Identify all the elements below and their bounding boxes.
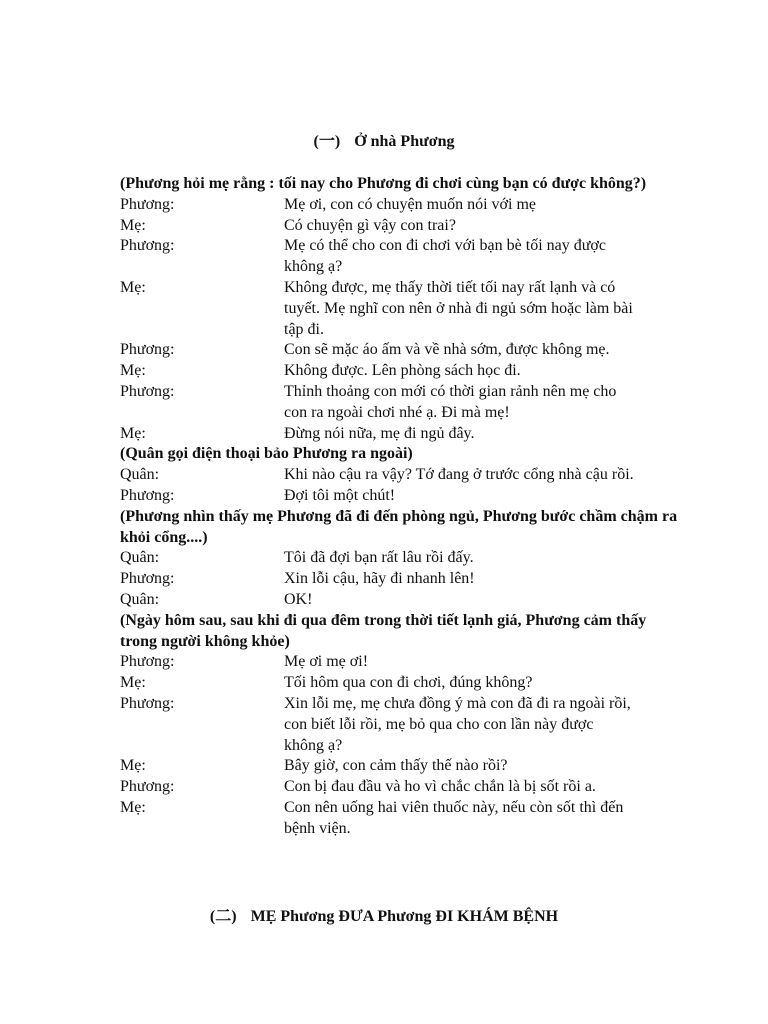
dialogue-text: Bây giờ, con cảm thấy thế nào rồi? [284, 757, 508, 775]
speaker-label: Mẹ: [120, 757, 146, 775]
dialogue-line [120, 195, 680, 216]
dialogue-block [120, 174, 680, 840]
speaker-label: Quân: [120, 466, 160, 484]
speaker-label: Mẹ: [120, 424, 146, 442]
dialogue-text: Đợi tôi một chút! [284, 486, 396, 504]
section-title-1: Ở nhà Phương [354, 133, 455, 150]
dialogue-line [120, 777, 680, 798]
dialogue-line [120, 465, 680, 486]
dialogue-line [120, 756, 680, 777]
stage-direction: (Phương nhìn thấy mẹ Phương đã đi đến phòng ngủ, Phương bước chầm chậm ra khỏi cổng....) [120, 507, 678, 546]
speaker-label: Phương: [120, 486, 175, 504]
dialogue-text: OK! [284, 590, 313, 608]
dialogue-text: Xin lỗi mẹ, mẹ chưa đồng ý mà con đã đi ra ngoài rồi, con biết lỗi rồi, mẹ bỏ qua cho con lần này được không ạ? [284, 694, 631, 754]
dialogue-text: Không được. Lên phòng sách học đi. [284, 362, 521, 380]
dialogue-line [120, 278, 680, 340]
speaker-label: Phương: [120, 341, 175, 359]
speaker-label: Phương: [120, 382, 175, 400]
dialogue-line [120, 798, 680, 840]
dialogue-text: Con bị đau đầu và ho vì chắc chắn là bị sốt rồi a. [284, 778, 596, 796]
speaker-label: Phương: [120, 570, 175, 588]
dialogue-line [120, 652, 680, 673]
dialogue-text: Khi nào cậu ra vậy? Tớ đang ở trước cổng nhà cậu rồi. [284, 466, 634, 484]
section-title-2: MẸ Phương ĐƯA Phương ĐI KHÁM BỆNH [250, 908, 559, 925]
dialogue-line [120, 216, 680, 237]
speaker-label: Quân: [120, 590, 160, 608]
speaker-label: Mẹ: [120, 674, 146, 692]
dialogue-text: Không được, mẹ thấy thời tiết tối nay rất lạnh và có tuyết. Mẹ nghĩ con nên ở nhà đi ngủ sớm hoặc làm bài tập đi. [284, 278, 633, 338]
speaker-label: Phương: [120, 778, 175, 796]
dialogue-line [120, 361, 680, 382]
dialogue-text: Mẹ ơi, con có chuyện muốn nói với mẹ [284, 195, 536, 213]
speaker-label: Mẹ: [120, 216, 146, 234]
dialogue-text: Con sẽ mặc áo ấm và về nhà sớm, được không mẹ. [284, 341, 610, 359]
section-heading-1 [0, 132, 768, 152]
speaker-label: Phương: [120, 694, 175, 712]
speaker-label: Phương: [120, 237, 175, 255]
speaker-label: Quân: [120, 549, 160, 567]
speaker-label: Mẹ: [120, 278, 146, 296]
speaker-label: Phương: [120, 195, 175, 213]
dialogue-line [120, 569, 680, 590]
stage-direction: (Quân gọi điện thoại bảo Phương ra ngoài) [120, 445, 413, 463]
dialogue-text: Thỉnh thoảng con mới có thời gian rảnh nên mẹ cho con ra ngoài chơi nhé ạ. Đi mà mẹ! [284, 382, 617, 421]
dialogue-line [120, 486, 680, 507]
section-heading-2 [0, 907, 768, 927]
section-number-2: (二) [209, 908, 237, 925]
dialogue-text: Tôi đã đợi bạn rất lâu rồi đấy. [284, 549, 474, 567]
dialogue-line [120, 382, 680, 424]
dialogue-text: Có chuyện gì vậy con trai? [284, 216, 456, 234]
dialogue-text: Tối hôm qua con đi chơi, đúng không? [284, 674, 533, 692]
dialogue-text: Con nên uống hai viên thuốc này, nếu còn sốt thì đến bệnh viện. [284, 798, 624, 837]
speaker-label: Mẹ: [120, 798, 146, 816]
dialogue-text: Mẹ ơi mẹ ơi! [284, 653, 369, 671]
dialogue-text: Đừng nói nữa, mẹ đi ngủ đây. [284, 424, 475, 442]
speaker-label: Phương: [120, 653, 175, 671]
dialogue-line [120, 236, 680, 278]
speaker-label: Mẹ: [120, 362, 146, 380]
section-number-1: (一) [313, 133, 341, 150]
dialogue-line [120, 424, 680, 445]
stage-direction: (Phương hỏi mẹ rằng : tối nay cho Phương đi chơi cùng bạn có được không?) [120, 175, 647, 192]
dialogue-line [120, 694, 680, 756]
dialogue-line [120, 548, 680, 569]
dialogue-text: Xin lỗi cậu, hãy đi nhanh lên! [284, 570, 475, 588]
dialogue-line [120, 340, 680, 361]
dialogue-line [120, 673, 680, 694]
dialogue-text: Mẹ có thể cho con đi chơi với bạn bè tối nay được không ạ? [284, 237, 606, 276]
stage-direction: (Ngày hôm sau, sau khi đi qua đêm trong thời tiết lạnh giá, Phương cảm thấy trong người không khỏe) [120, 611, 647, 650]
dialogue-line [120, 590, 680, 611]
